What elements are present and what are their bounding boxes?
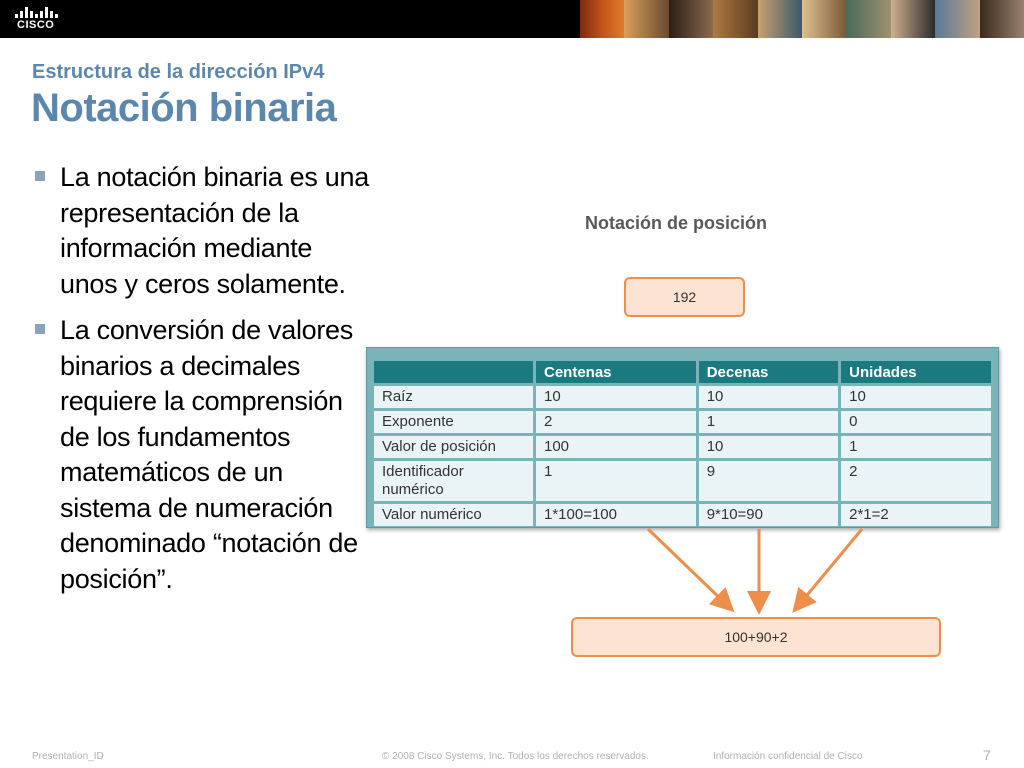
table-cell: Identificador numérico xyxy=(374,461,533,501)
cisco-bars-icon xyxy=(14,6,60,18)
table-cell: Raíz xyxy=(374,386,533,408)
page-number: 7 xyxy=(983,747,991,763)
bullet-list xyxy=(34,160,374,608)
table-cell: 2 xyxy=(841,461,991,501)
table-header-row xyxy=(374,361,991,383)
photo-strip xyxy=(580,0,1024,38)
table-cell: 1 xyxy=(841,436,991,458)
table-cell: 1 xyxy=(536,461,696,501)
arrow-centenas xyxy=(648,529,728,606)
table-cell: 2 xyxy=(536,411,696,433)
table-cell: Exponente xyxy=(374,411,533,433)
table-cell: 9*10=90 xyxy=(699,504,838,526)
table-cell: Valor numérico xyxy=(374,504,533,526)
table-cell: 10 xyxy=(699,436,838,458)
table-header-cell: Centenas xyxy=(536,361,696,383)
table-cell: 2*1=2 xyxy=(841,504,991,526)
table-cell: 1*100=100 xyxy=(536,504,696,526)
table-cell: 0 xyxy=(841,411,991,433)
table-row xyxy=(374,436,991,458)
bullet-item xyxy=(34,160,374,302)
table-row xyxy=(374,504,991,526)
table-cell: 1 xyxy=(699,411,838,433)
table-header-cell: Decenas xyxy=(699,361,838,383)
slide-subtitle: Estructura de la dirección IPv4 xyxy=(32,61,325,83)
value-box-bottom: 100+90+2 xyxy=(571,617,941,657)
table-cell: 100 xyxy=(536,436,696,458)
bullet-square-icon xyxy=(35,171,45,181)
slide-title: Notación binaria xyxy=(31,86,337,130)
table-row xyxy=(374,386,991,408)
table-cell: Valor de posición xyxy=(374,436,533,458)
positional-table-frame xyxy=(366,347,999,528)
bullet-text: La notación binaria es una representación de la información mediante unos y ceros solamente. xyxy=(60,162,369,299)
table-cell: 10 xyxy=(699,386,838,408)
table-row xyxy=(374,461,991,501)
footer-presentation-id: Presentation_ID xyxy=(32,751,104,762)
cisco-logo xyxy=(14,6,60,32)
diagram-title: Notación de posición xyxy=(585,213,768,233)
value-box-top: 192 xyxy=(624,277,745,317)
logo-text: CISCO xyxy=(17,19,55,31)
footer-copyright: © 2008 Cisco Systems, Inc. Todos los derechos reservados. xyxy=(382,751,649,762)
top-banner xyxy=(0,0,1024,38)
table-cell: 10 xyxy=(536,386,696,408)
bullet-item xyxy=(34,313,374,597)
bullet-square-icon xyxy=(35,324,45,334)
table-cell: 10 xyxy=(841,386,991,408)
positional-table xyxy=(371,358,994,529)
arrow-unidades xyxy=(798,529,862,606)
table-header-cell: Unidades xyxy=(841,361,991,383)
bullet-text: La conversión de valores binarios a decimales requiere la comprensión de los fundamentos matemáticos de un sistema de numeración denominado “notación de posición”. xyxy=(60,315,358,594)
footer-confidential: Información confidencial de Cisco xyxy=(713,751,863,762)
table-header-cell xyxy=(374,361,533,383)
table-cell: 9 xyxy=(699,461,838,501)
table-row xyxy=(374,411,991,433)
